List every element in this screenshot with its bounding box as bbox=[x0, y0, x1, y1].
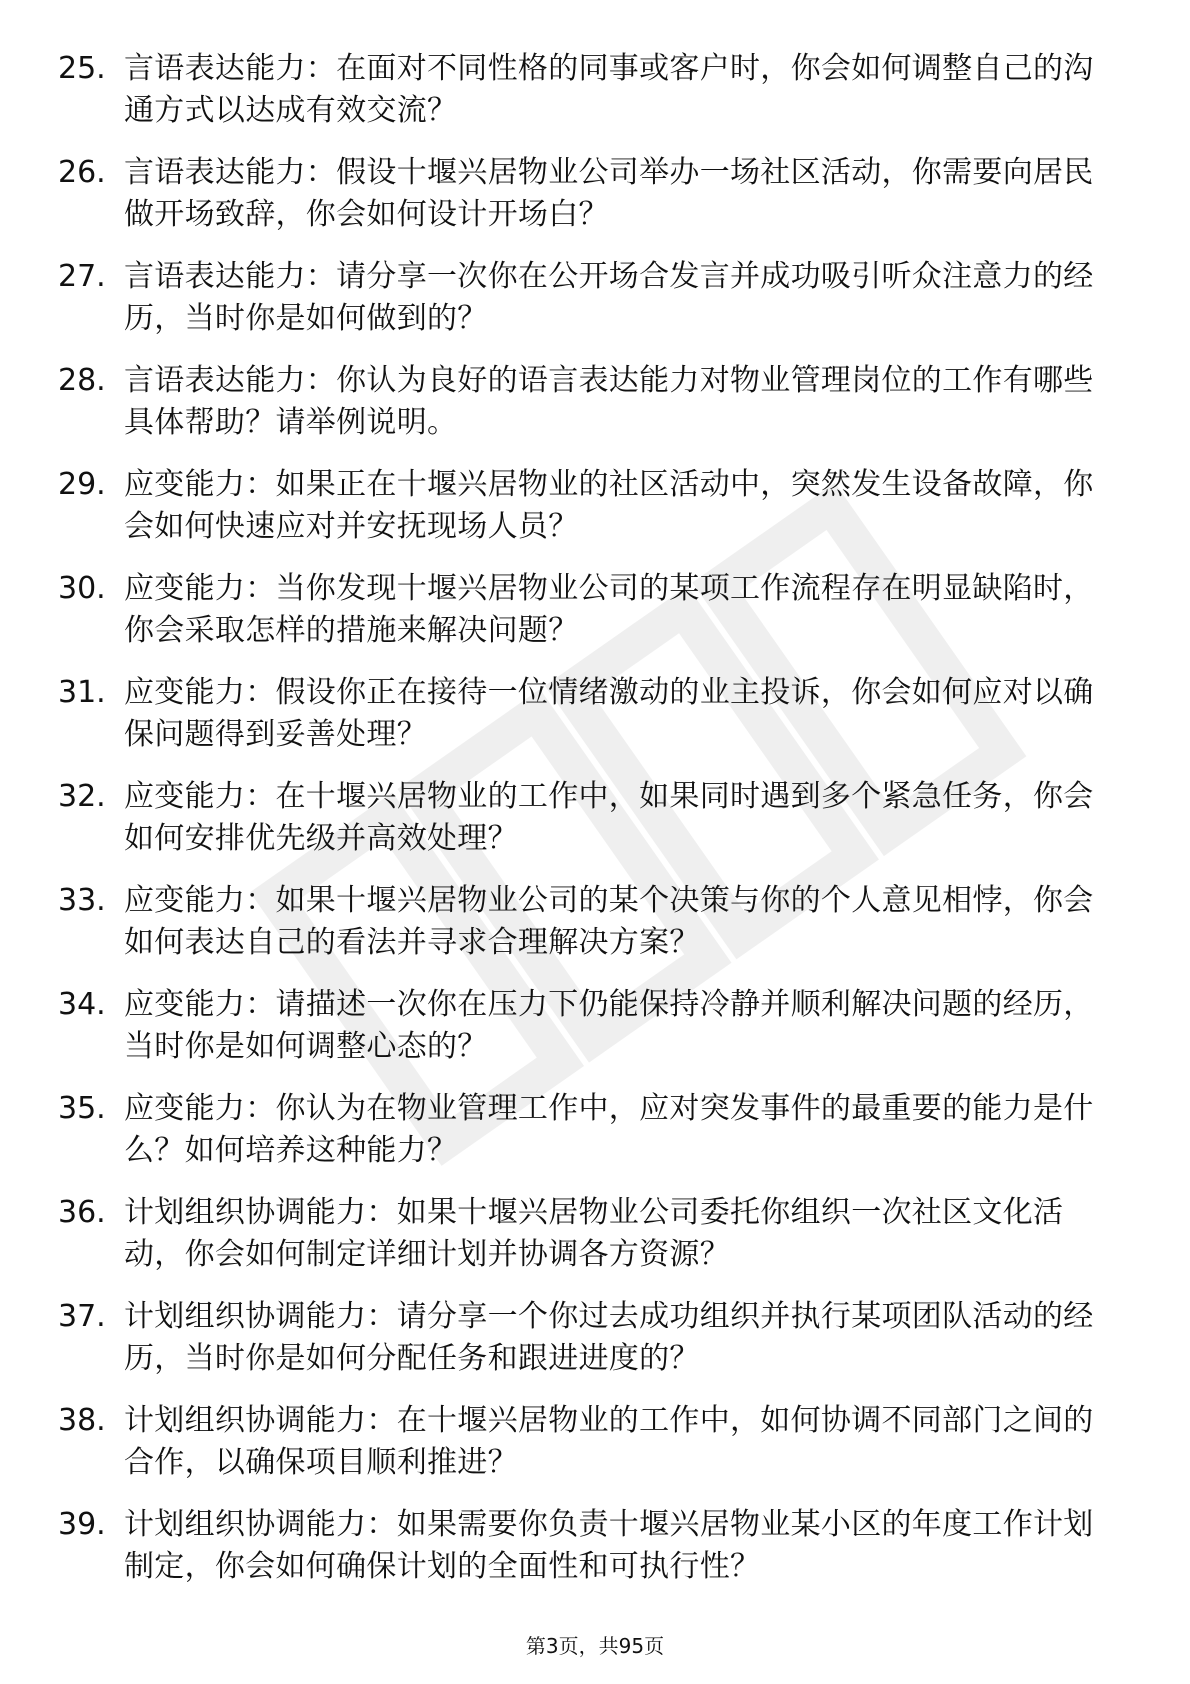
question-text: 计划组织协调能力：在十堰兴居物业的工作中，如何协调不同部门之间的合作，以确保项目顺利推进？ bbox=[124, 1403, 1094, 1480]
question-list bbox=[58, 48, 1118, 1608]
question-number: 30. bbox=[58, 571, 106, 606]
question-number: 35. bbox=[58, 1091, 106, 1126]
question-item bbox=[58, 1400, 1118, 1504]
question-item bbox=[58, 672, 1118, 776]
question-item bbox=[58, 464, 1118, 568]
question-text: 计划组织协调能力：如果需要你负责十堰兴居物业某小区的年度工作计划制定，你会如何确保计划的全面性和可执行性？ bbox=[124, 1507, 1094, 1584]
question-number: 28. bbox=[58, 363, 106, 398]
question-text: 言语表达能力：在面对不同性格的同事或客户时，你会如何调整自己的沟通方式以达成有效交流？ bbox=[124, 51, 1094, 128]
question-item bbox=[58, 360, 1118, 464]
question-number: 38. bbox=[58, 1403, 106, 1438]
question-number: 37. bbox=[58, 1299, 106, 1334]
question-number: 36. bbox=[58, 1195, 106, 1230]
question-item bbox=[58, 1296, 1118, 1400]
question-text: 计划组织协调能力：请分享一个你过去成功组织并执行某项团队活动的经历，当时你是如何分配任务和跟进进度的？ bbox=[124, 1299, 1094, 1376]
question-item bbox=[58, 984, 1118, 1088]
question-item bbox=[58, 48, 1118, 152]
question-item bbox=[58, 256, 1118, 360]
question-text: 应变能力：你认为在物业管理工作中，应对突发事件的最重要的能力是什么？如何培养这种能力？ bbox=[124, 1091, 1094, 1168]
question-number: 39. bbox=[58, 1507, 106, 1542]
question-text: 言语表达能力：请分享一次你在公开场合发言并成功吸引听众注意力的经历，当时你是如何做到的？ bbox=[124, 259, 1094, 336]
question-text: 应变能力：如果正在十堰兴居物业的社区活动中，突然发生设备故障，你会如何快速应对并安抚现场人员？ bbox=[124, 467, 1094, 544]
question-item bbox=[58, 1504, 1118, 1608]
question-item bbox=[58, 1088, 1118, 1192]
question-number: 25. bbox=[58, 51, 106, 86]
question-text: 应变能力：当你发现十堰兴居物业公司的某项工作流程存在明显缺陷时，你会采取怎样的措施来解决问题？ bbox=[124, 571, 1094, 648]
question-number: 29. bbox=[58, 467, 106, 502]
question-text: 计划组织协调能力：如果十堰兴居物业公司委托你组织一次社区文化活动，你会如何制定详细计划并协调各方资源？ bbox=[124, 1195, 1064, 1272]
page-number-footer: 第3页，共95页 bbox=[525, 1634, 665, 1658]
question-text: 应变能力：假设你正在接待一位情绪激动的业主投诉，你会如何应对以确保问题得到妥善处理？ bbox=[124, 675, 1094, 752]
question-number: 27. bbox=[58, 259, 106, 294]
question-item bbox=[58, 568, 1118, 672]
question-number: 32. bbox=[58, 779, 106, 814]
question-item bbox=[58, 776, 1118, 880]
question-number: 31. bbox=[58, 675, 106, 710]
question-text: 应变能力：在十堰兴居物业的工作中，如果同时遇到多个紧急任务，你会如何安排优先级并高效处理？ bbox=[124, 779, 1094, 856]
question-item bbox=[58, 880, 1118, 984]
question-number: 34. bbox=[58, 987, 106, 1022]
question-item bbox=[58, 152, 1118, 256]
question-number: 26. bbox=[58, 155, 106, 190]
question-text: 言语表达能力：假设十堰兴居物业公司举办一场社区活动，你需要向居民做开场致辞，你会如何设计开场白？ bbox=[124, 155, 1094, 232]
question-item bbox=[58, 1192, 1118, 1296]
question-number: 33. bbox=[58, 883, 106, 918]
question-text: 言语表达能力：你认为良好的语言表达能力对物业管理岗位的工作有哪些具体帮助？请举例说明。 bbox=[124, 363, 1094, 440]
question-text: 应变能力：如果十堰兴居物业公司的某个决策与你的个人意见相悖，你会如何表达自己的看法并寻求合理解决方案？ bbox=[124, 883, 1094, 960]
question-text: 应变能力：请描述一次你在压力下仍能保持冷静并顺利解决问题的经历，当时你是如何调整心态的？ bbox=[124, 987, 1094, 1064]
